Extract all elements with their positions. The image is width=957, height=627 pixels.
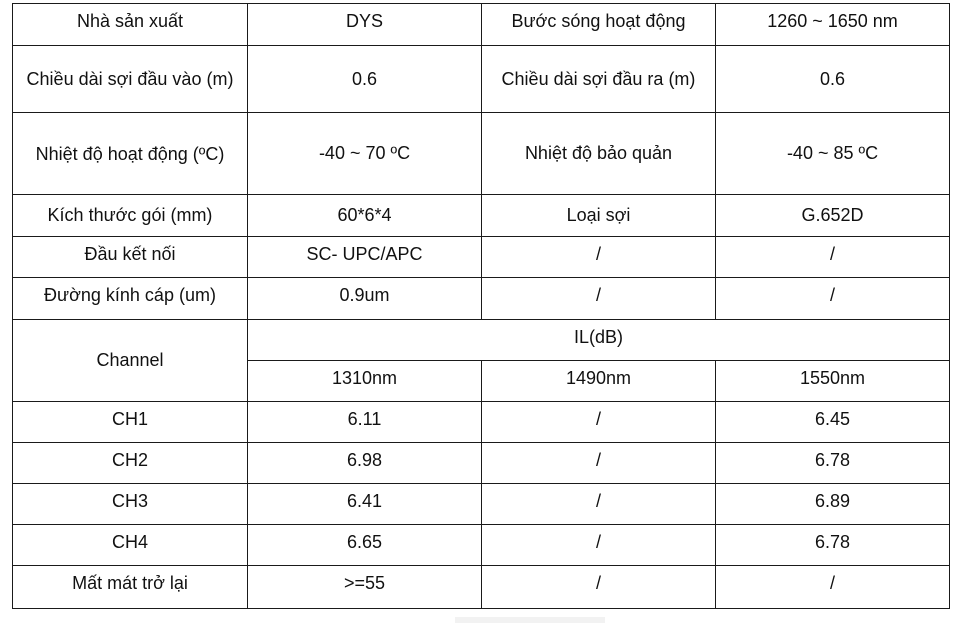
spec-label: Loại sợi [482,195,716,237]
table-row [13,320,950,361]
return-loss-value: >=55 [248,566,482,609]
il-value: / [482,525,716,566]
spec-value: 0.6 [716,46,950,113]
channel-name: CH4 [13,525,248,566]
channel-name: CH2 [13,443,248,484]
table-row [13,278,950,320]
spec-value: 0.6 [248,46,482,113]
spec-value: SC- UPC/APC [248,237,482,278]
return-loss-value: / [716,566,950,609]
il-value: 6.89 [716,484,950,525]
spec-label: Nhà sản xuất [13,4,248,46]
spec-value: / [716,237,950,278]
il-value: / [482,443,716,484]
table-row [13,195,950,237]
table-row [13,402,950,443]
spec-label: Đầu kết nối [13,237,248,278]
table-row [13,4,950,46]
return-loss-label: Mất mát trở lại [13,566,248,609]
table-row [13,525,950,566]
il-value: / [482,402,716,443]
spec-value: / [482,278,716,320]
spec-label: Đường kính cáp (um) [13,278,248,320]
il-value: 6.78 [716,525,950,566]
il-value: 6.11 [248,402,482,443]
bottom-fade-mark [455,617,605,623]
table-row [13,566,950,609]
il-value: 6.65 [248,525,482,566]
spec-value: G.652D [716,195,950,237]
channel-name: CH1 [13,402,248,443]
table-row [13,113,950,195]
spec-value: 60*6*4 [248,195,482,237]
wavelength-header: 1550nm [716,361,950,402]
channel-header: Channel [13,320,248,402]
il-value: 6.41 [248,484,482,525]
il-value: 6.45 [716,402,950,443]
spec-value: 1260 ~ 1650 nm [716,4,950,46]
table-row [13,237,950,278]
spec-value: -40 ~ 85 ºC [716,113,950,195]
spec-label: Kích thước gói (mm) [13,195,248,237]
spec-label: Chiều dài sợi đầu vào (m) [13,46,248,113]
table-row [13,484,950,525]
wavelength-header: 1310nm [248,361,482,402]
spec-value: / [482,237,716,278]
spec-value: / [716,278,950,320]
spec-value: 0.9um [248,278,482,320]
spec-label: Bước sóng hoạt động [482,4,716,46]
il-value: / [482,484,716,525]
il-value: 6.78 [716,443,950,484]
table-row [13,46,950,113]
spec-table [12,3,950,609]
spec-label: Chiều dài sợi đầu ra (m) [482,46,716,113]
il-header: IL(dB) [248,320,950,361]
spec-value: -40 ~ 70 ºC [248,113,482,195]
spec-value: DYS [248,4,482,46]
spec-label: Nhiệt độ bảo quản [482,113,716,195]
return-loss-value: / [482,566,716,609]
table-row [13,443,950,484]
spec-label: Nhiệt độ hoạt động (ºC) [13,113,248,195]
il-value: 6.98 [248,443,482,484]
wavelength-header: 1490nm [482,361,716,402]
channel-name: CH3 [13,484,248,525]
